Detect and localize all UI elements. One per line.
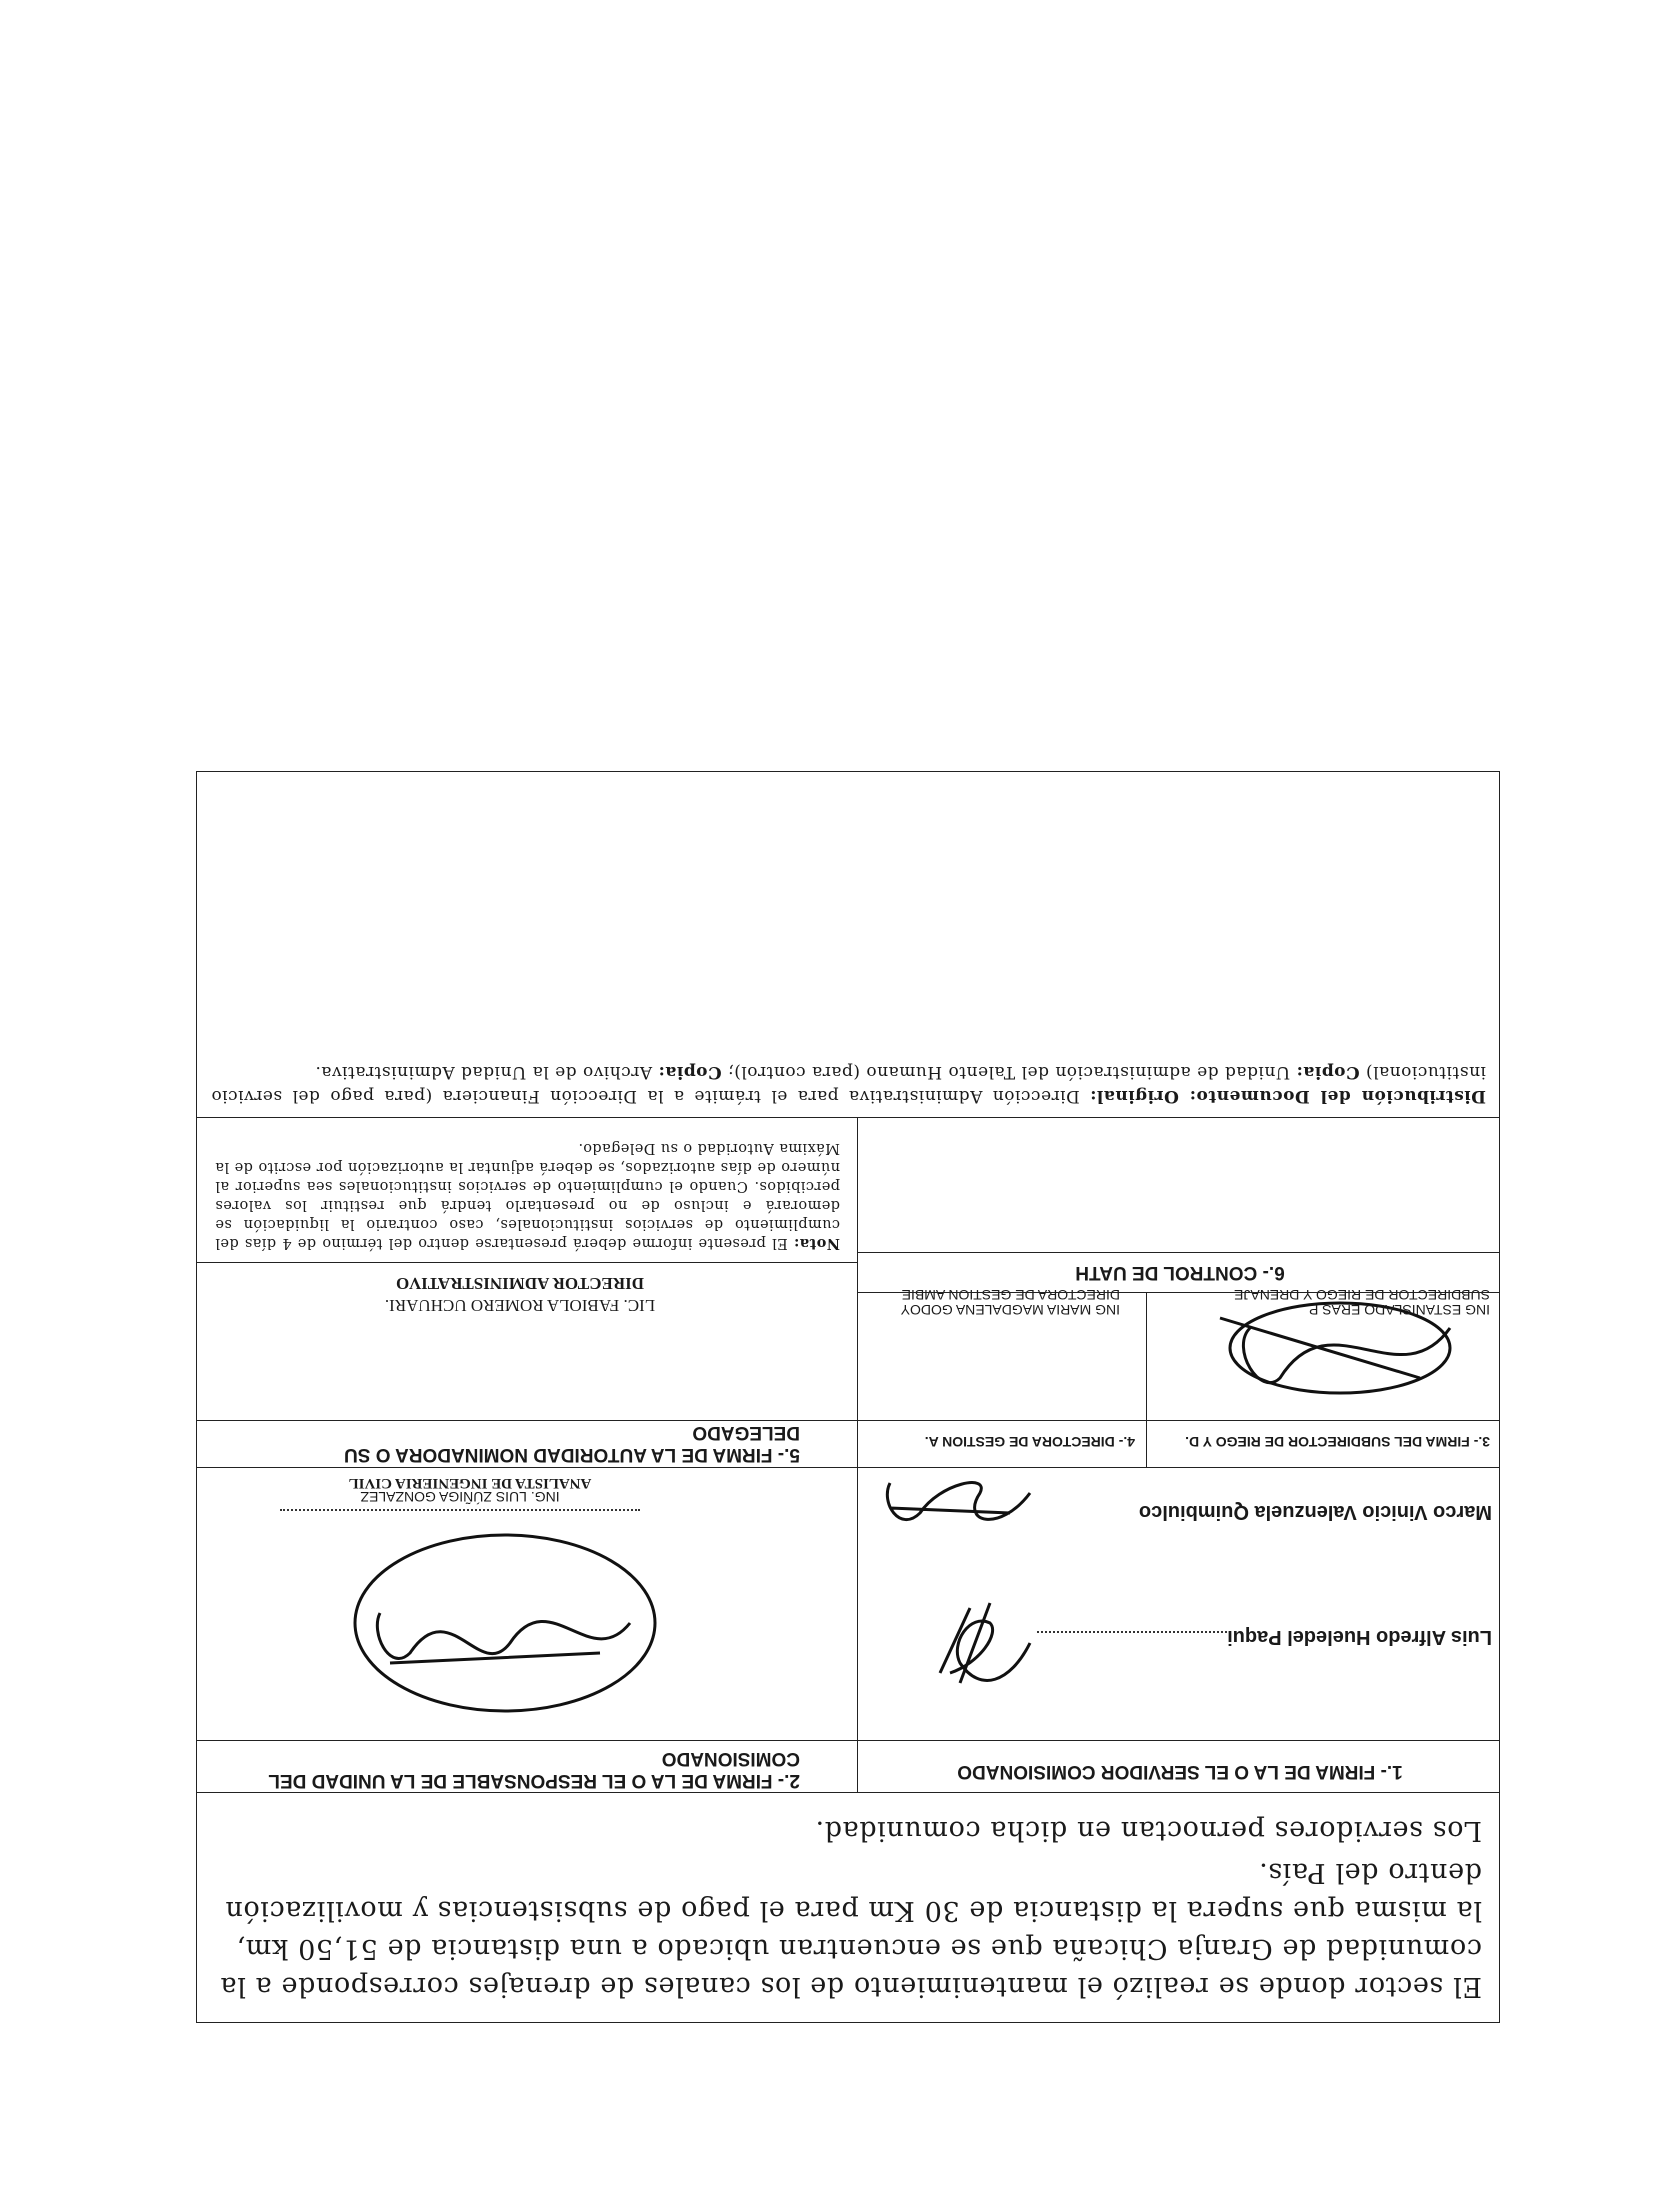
distribution-text: Distribución del Documento: Original: Dirección Administrativa para el trámite a la Dirección Financiera (para pago del servicio institucional) Copia: Unidad de administración del Talento Humano (para control); Copia: Archivo de la Unidad Administrativa. (210, 1062, 1486, 1106)
divider (858, 1292, 1500, 1293)
divider (857, 1421, 858, 1793)
divider (1146, 1293, 1147, 1468)
section2-title: ANALISTA DE INGENIERIA CIVIL (348, 1475, 592, 1491)
section3-name: ING ESTANISLADO ERAS P (1308, 1302, 1490, 1318)
intro-paragraph: El sector donde se realizó el mantenimiento de los canales de drenajes corresponde a la comunidad de Granja Chicaña que se encuentran ubicado a una distancia de 51,50 km, la misma que supera la distancia de 30 Km para el pago de subsistencias y movilización dentro del País. (219, 1857, 1482, 2002)
divider (196, 1467, 1500, 1468)
section2-name: ING. LUIS ZÚÑIGA GONZALEZ (280, 1489, 640, 1511)
intro-line-2: Los servidores pernoctan en dicha comunidad. (814, 1815, 1482, 1846)
signature-1 (900, 1593, 1050, 1703)
section3-title: SUBDIRECTOR DE RIEGO Y DRENAJE (1234, 1287, 1490, 1303)
divider (196, 1262, 858, 1263)
section4-title: DIRECTORA DE GESTION AMBIE (901, 1287, 1120, 1303)
section5-name: LIC. FABIOLA ROMERO UCHUARI. (384, 1296, 656, 1315)
servant-name-1: Luis Alfredo Hueledel Paqui (1037, 1625, 1492, 1648)
intro-block (212, 1811, 1482, 2005)
divider (858, 1252, 1500, 1253)
section5-header: 5.- FIRMA DE LA AUTORIDAD NOMINADORA O SU DELEGADO (344, 1422, 800, 1465)
section5-title: DIRECTOR ADMINISTRATIVO (396, 1274, 644, 1293)
signature-2 (860, 1453, 1040, 1553)
divider (857, 1118, 858, 1468)
divider (196, 1117, 1500, 1118)
section4-name: ING MARIA MAGDALENA GODOY (900, 1302, 1120, 1318)
divider (196, 1740, 1500, 1741)
signature-3 (340, 1523, 670, 1733)
section1-header: 1.- FIRMA DE LA O EL SERVIDOR COMISIONADO (957, 1761, 1403, 1782)
divider (196, 1792, 1500, 1793)
note-text: Nota: El presente informe deberá presentarse dentro del término de 4 días del cumplimiento de servicios institucionales, caso contrario la liquidación se demorará e incluso de no presentarlo tendrá que restituir los valores percibidos. Cuando el cumplimiento de servicios institucionales sea superior al número de días autorizados, se deberá adjuntar la autorización por escrito de la Máxima Autoridad o su Delegado. (215, 1140, 840, 1252)
section2-header: 2.- FIRMA DE LA O EL RESPONSABLE DE LA UNIDAD DEL COMISIONADO (268, 1748, 800, 1791)
document-form (196, 763, 1500, 2023)
servant-name-2: Marco Vinicio Valenzuela Quimbiulco (1138, 1501, 1492, 1523)
section4-header: 4.- DIRECTORA DE GESTION A. (924, 1434, 1135, 1450)
section6-header: 6.- CONTROL DE UATH (1075, 1262, 1285, 1283)
section3-header: 3.- FIRMA DEL SUBDIRECTOR DE RIEGO Y D. (1185, 1434, 1490, 1450)
